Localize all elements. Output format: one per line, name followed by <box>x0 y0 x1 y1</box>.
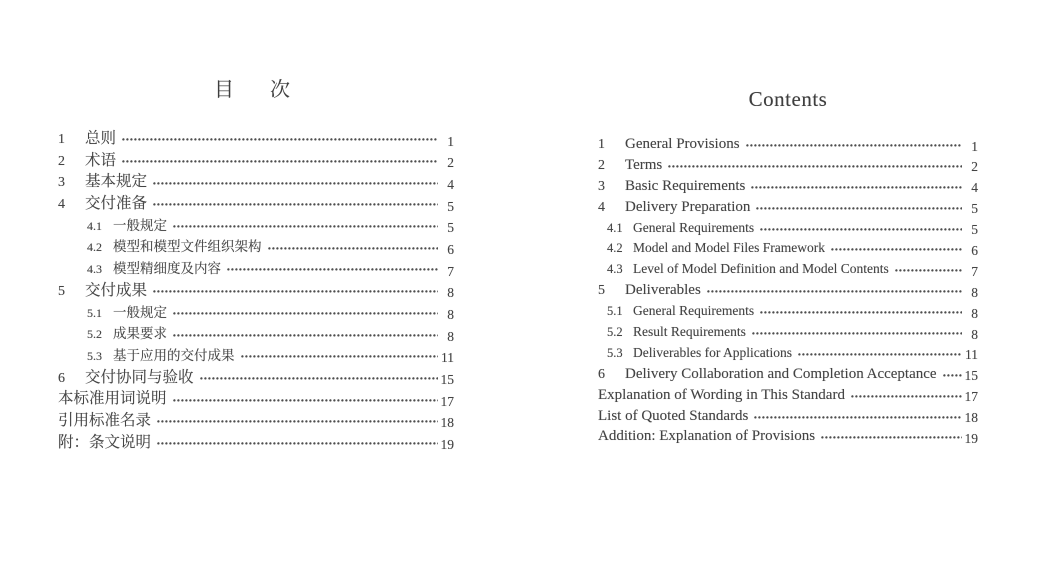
toc-entry-label: 总则 <box>85 130 117 147</box>
toc-entry-number: 3 <box>598 178 605 194</box>
toc-entry-label: Addition: Explanation of Provisions <box>598 428 816 445</box>
dot-leader <box>752 332 962 335</box>
dot-leader <box>153 290 438 293</box>
toc-entry <box>598 343 978 364</box>
toc-title-chinese: 目 次 <box>214 79 298 101</box>
toc-entry-label: Delivery Collaboration and Completion Acceptance <box>625 365 937 382</box>
toc-entry-page-number: 17 <box>440 393 454 409</box>
toc-entry-label: 交付准备 <box>85 195 148 213</box>
dot-leader <box>173 399 438 402</box>
toc-entry-page-number: 1 <box>971 138 978 154</box>
toc-entry-label: Result Requirements <box>633 324 746 340</box>
toc-entry-page-number: 5 <box>971 201 978 217</box>
toc-entry-page-number: 6 <box>971 242 978 258</box>
toc-entry <box>598 322 978 343</box>
toc-entry-number: 4.1 <box>607 220 623 235</box>
toc-entry-number: 5.2 <box>607 325 623 340</box>
dot-leader <box>754 416 962 419</box>
dot-leader <box>851 395 962 398</box>
page-chinese-toc <box>58 76 454 453</box>
toc-entry-label: General Provisions <box>625 136 740 152</box>
dot-leader <box>157 442 438 445</box>
toc-entry-page-number: 8 <box>971 305 978 321</box>
toc-entry-number: 4.3 <box>87 262 102 277</box>
toc-entry <box>58 258 454 280</box>
toc-entry <box>58 432 454 454</box>
toc-entry <box>58 215 454 237</box>
toc-entry-page-number: 18 <box>440 415 454 431</box>
dot-leader <box>668 165 962 168</box>
toc-entry-number: 4.2 <box>607 241 623 256</box>
toc-entry <box>598 385 978 406</box>
toc-entry-page-number: 8 <box>447 307 454 322</box>
toc-list-chinese <box>58 128 454 453</box>
toc-entry <box>598 426 978 447</box>
dot-leader <box>746 144 962 147</box>
toc-entry <box>598 406 978 427</box>
toc-entry-number: 5.3 <box>607 345 623 360</box>
toc-title-english: Contents <box>748 87 828 111</box>
page-english-toc <box>598 85 978 447</box>
toc-entry <box>58 410 454 432</box>
dot-leader <box>153 203 438 206</box>
toc-entry-page-number: 15 <box>964 368 978 384</box>
toc-entry-page-number: 7 <box>447 263 454 279</box>
toc-entry-label: Deliverables <box>625 282 701 299</box>
toc-entry-page-number: 6 <box>447 241 454 257</box>
toc-entry-number: 4 <box>58 197 65 213</box>
toc-entry <box>58 388 454 410</box>
toc-entry-number: 4.3 <box>607 262 623 277</box>
toc-entry-page-number: 19 <box>964 430 978 446</box>
toc-entry-number: 5.1 <box>87 305 102 320</box>
toc-entry <box>58 345 454 367</box>
toc-entry <box>58 236 454 258</box>
toc-entry <box>598 364 978 385</box>
toc-entry-label: Basic Requirements <box>625 177 746 194</box>
dot-leader <box>760 228 962 231</box>
toc-entry-number: 5 <box>598 283 605 299</box>
dot-leader <box>798 353 962 356</box>
toc-entry-label: Model and Model Files Framework <box>633 240 825 256</box>
toc-entry-page-number: 8 <box>447 285 454 301</box>
dot-leader <box>268 247 439 250</box>
toc-entry-page-number: 18 <box>964 410 978 426</box>
toc-entry <box>58 280 454 302</box>
toc-entry <box>58 150 454 172</box>
toc-entry-page-number: 5 <box>447 220 454 236</box>
toc-entry-number: 2 <box>598 157 605 173</box>
toc-entry-number: 1 <box>58 132 65 147</box>
toc-entry-page-number: 2 <box>971 159 978 175</box>
toc-entry-page-number: 17 <box>964 389 978 405</box>
dot-leader <box>756 207 962 210</box>
toc-entry-page-number: 11 <box>441 350 454 366</box>
toc-entry-label: 一般规定 <box>113 304 167 320</box>
toc-entry-number: 5 <box>58 283 65 299</box>
dot-leader <box>821 436 962 439</box>
toc-entry-page-number: 5 <box>971 222 978 238</box>
toc-entry-page-number: 8 <box>971 284 978 300</box>
toc-entry-number: 1 <box>598 137 605 152</box>
toc-entry-number: 3 <box>58 175 65 191</box>
toc-entry-label: List of Quoted Standards <box>598 407 749 424</box>
toc-entry <box>58 367 454 389</box>
toc-entry-page-number: 7 <box>971 263 978 279</box>
toc-entry <box>58 323 454 345</box>
toc-entry-number: 6 <box>58 370 65 386</box>
dot-leader <box>707 290 962 293</box>
toc-entry-label: 成果要求 <box>113 326 167 342</box>
toc-entry-label: 术语 <box>85 151 117 169</box>
toc-entry-number: 4.2 <box>87 240 102 255</box>
toc-entry-page-number: 8 <box>971 326 978 342</box>
toc-entry-number: 6 <box>598 366 605 382</box>
toc-entry-number: 5.2 <box>87 327 102 342</box>
toc-entry-label: 基于应用的交付成果 <box>113 347 235 363</box>
toc-entry-page-number: 4 <box>447 176 454 192</box>
toc-entry <box>58 193 454 215</box>
dot-leader <box>122 138 438 141</box>
dot-leader <box>831 248 962 251</box>
toc-entry <box>598 176 978 197</box>
toc-entry-page-number: 1 <box>447 133 454 149</box>
toc-entry-page-number: 5 <box>447 198 454 214</box>
dot-leader <box>173 334 438 337</box>
dot-leader <box>153 182 438 185</box>
toc-entry-label: Level of Model Definition and Model Contents <box>633 261 889 277</box>
toc-entry-label: Delivery Preparation <box>625 198 751 215</box>
dot-leader <box>200 377 438 380</box>
toc-entry-page-number: 4 <box>971 180 978 196</box>
toc-list-english <box>598 134 978 447</box>
toc-entry <box>598 259 978 280</box>
toc-entry <box>598 134 978 155</box>
toc-entry-label: 交付成果 <box>85 281 148 299</box>
dot-leader <box>241 355 439 358</box>
toc-entry-number: 4 <box>598 199 605 215</box>
dot-leader <box>173 312 438 315</box>
toc-entry-label: General Requirements <box>633 303 755 319</box>
toc-entry-number: 5.1 <box>607 304 623 319</box>
toc-entry <box>598 280 978 301</box>
toc-entry-label: 附：条文说明 <box>58 433 152 451</box>
dot-leader <box>751 186 962 189</box>
dot-leader <box>760 311 962 314</box>
toc-entry-label: 基本规定 <box>85 173 148 191</box>
toc-entry-label: 本标准用词说明 <box>58 390 167 408</box>
dot-leader <box>173 225 438 228</box>
toc-entry-page-number: 8 <box>447 328 454 344</box>
toc-entry <box>598 301 978 322</box>
toc-entry <box>58 171 454 193</box>
toc-entry-label: 引用标准名录 <box>58 411 152 429</box>
toc-entry-label: 模型精细度及内容 <box>113 261 221 277</box>
toc-entry-label: 模型和模型文件组织架构 <box>113 239 262 255</box>
toc-entry-label: 交付协同与验收 <box>85 368 194 386</box>
toc-entry <box>58 128 454 150</box>
toc-entry-label: 一般规定 <box>113 217 167 233</box>
dot-leader <box>227 268 438 271</box>
toc-entry-page-number: 19 <box>440 437 454 453</box>
toc-entry-label: Terms <box>625 156 663 173</box>
toc-entry-number: 2 <box>58 153 65 169</box>
toc-entry <box>598 155 978 176</box>
toc-entry <box>598 238 978 259</box>
toc-entry-number: 4.1 <box>87 218 102 233</box>
dot-leader <box>943 374 962 377</box>
dot-leader <box>895 269 962 272</box>
dot-leader <box>157 420 438 423</box>
toc-entry <box>598 218 978 239</box>
toc-entry <box>58 302 454 324</box>
toc-entry <box>598 197 978 218</box>
dot-leader <box>122 160 438 163</box>
toc-entry-page-number: 15 <box>440 372 454 388</box>
toc-entry-page-number: 11 <box>965 347 978 363</box>
toc-entry-label: Explanation of Wording in This Standard <box>598 386 845 403</box>
toc-entry-page-number: 2 <box>447 155 454 171</box>
toc-entry-label: General Requirements <box>633 219 755 235</box>
toc-entry-label: Deliverables for Applications <box>633 344 792 360</box>
toc-entry-number: 5.3 <box>87 348 102 363</box>
